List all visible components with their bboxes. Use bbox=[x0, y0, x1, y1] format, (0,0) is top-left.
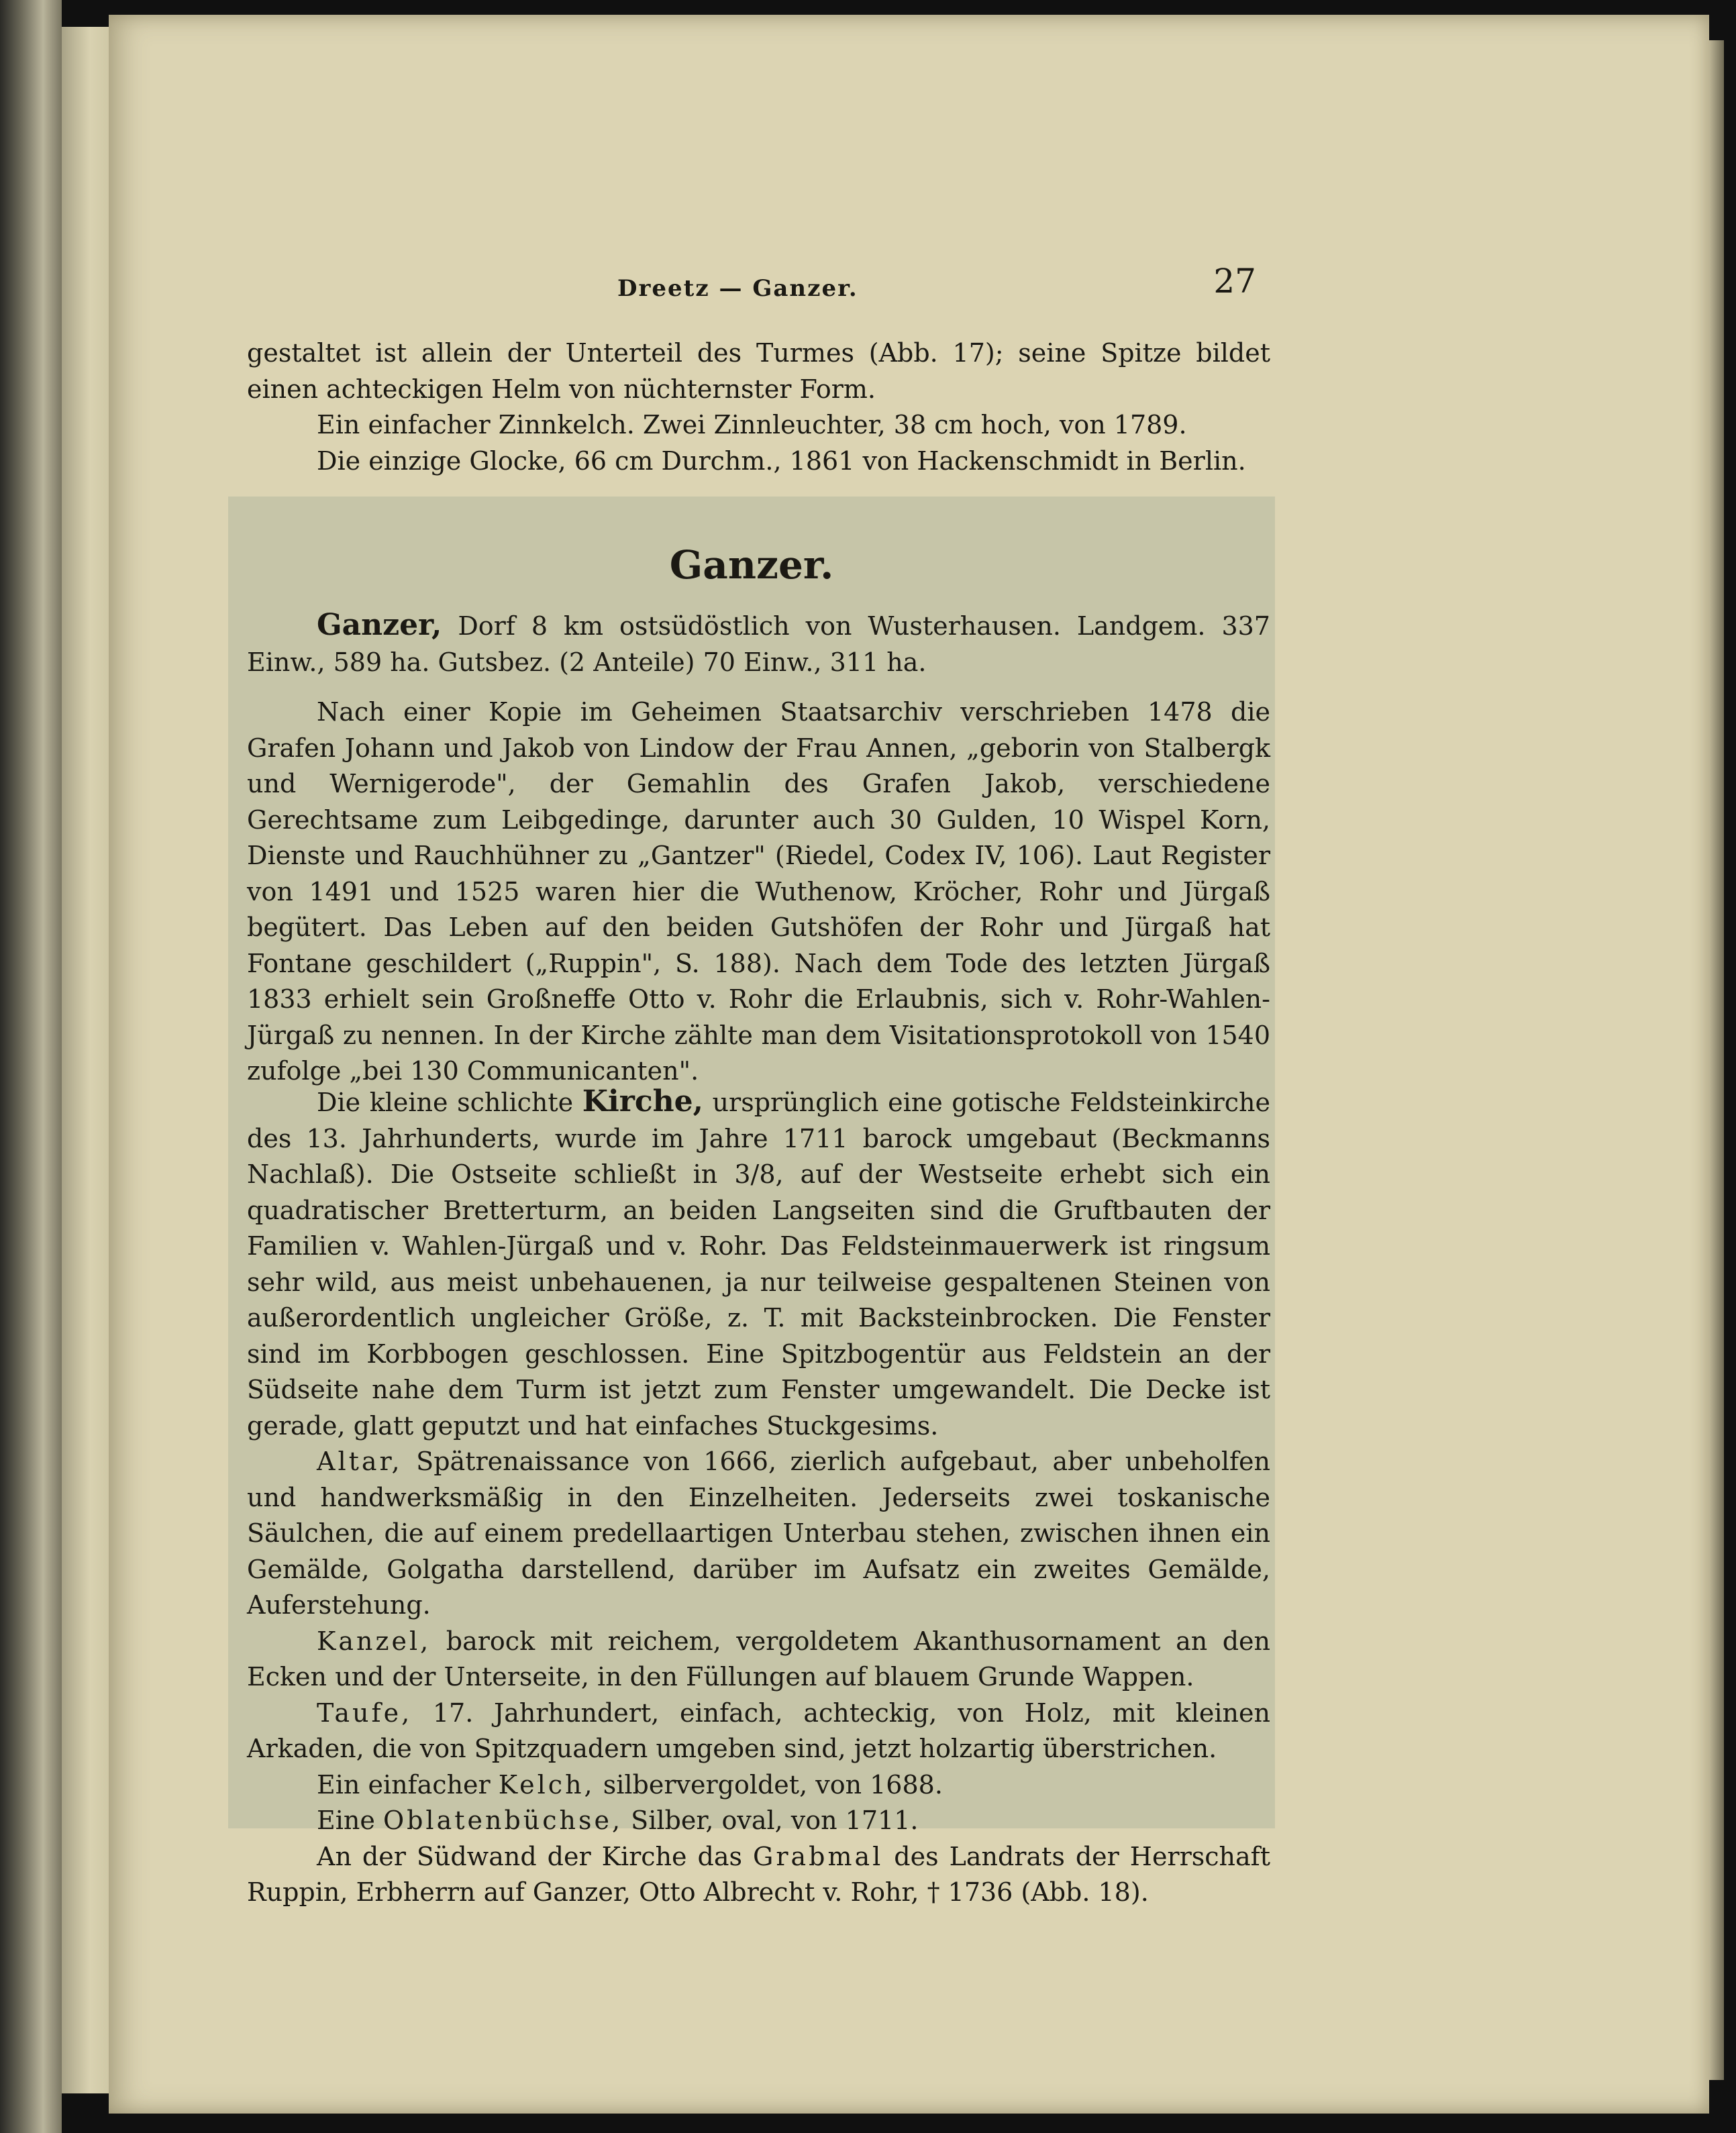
church-paragraph bbox=[247, 1084, 1270, 1444]
church-description bbox=[247, 1084, 1270, 1911]
village-paragraph bbox=[247, 607, 1270, 680]
intro-paragraph-1: gestaltet ist allein der Unterteil des Turmes (Abb. 17); seine Spitze bildet einen achteckigen Helm von nüchternster Form. bbox=[247, 338, 1270, 404]
grabmal-paragraph bbox=[247, 1839, 1270, 1911]
oblaten-intro: Eine bbox=[317, 1806, 383, 1835]
left-page-edge bbox=[62, 27, 109, 2093]
grabmal-intro: An der Südwand der Kirche das bbox=[317, 1841, 753, 1871]
kanzel-text: barock mit reichem, vergoldetem Akanthusornament an den Ecken und der Unterseite, in den Füllungen auf blauem Grunde Wappen. bbox=[247, 1626, 1270, 1692]
oblaten-keyword: Oblatenbüchse, bbox=[382, 1806, 623, 1835]
running-head: Dreetz — Ganzer. bbox=[617, 275, 858, 302]
kelch-paragraph bbox=[247, 1767, 1270, 1804]
church-text: ursprünglich eine gotische Feldsteinkirche des 13. Jahrhunderts, wurde im Jahre 1711 barock umgebaut (Beckmanns Nachlaß). Die Ostseite schließt in 3/8, auf der Westseite erhebt sich ein quadratischer Bretterturm, an beiden Langseiten sind die Gruftbauten der Familien v. Wahlen-Jürgaß und v. Rohr. Das Feldsteinmauerwerk ist ringsum sehr wild, aus meist unbehauenen, ja nur teilweise gespaltenen Steinen von außerordentlich ungleicher Größe, z. T. mit Backsteinbrocken. Die Fenster sind im Korbbogen geschlossen. Eine Spitzbogentür aus Feldstein an der Südseite nahe dem Turm ist jetzt zum Fenster umgewandelt. Die Decke ist gerade, glatt geputzt und hat einfaches Stuckgesims. bbox=[247, 1088, 1270, 1441]
taufe-keyword: Taufe, bbox=[317, 1698, 413, 1728]
altar-paragraph bbox=[247, 1444, 1270, 1624]
taufe-text: 17. Jahrhundert, einfach, achteckig, von Holz, mit kleinen Arkaden, die von Spitzquadern umgeben sind, jetzt holzartig überstrichen. bbox=[247, 1698, 1270, 1763]
intro-paragraph-2: Ein einfacher Zinnkelch. Zwei Zinnleuchter, 38 cm hoch, von 1789. bbox=[317, 410, 1187, 439]
village-name: Ganzer, bbox=[317, 608, 442, 642]
kanzel-keyword: Kanzel, bbox=[317, 1626, 431, 1656]
right-page-edge bbox=[1709, 40, 1724, 2080]
church-intro: Die kleine schlichte bbox=[317, 1088, 582, 1117]
history-paragraph: Nach einer Kopie im Geheimen Staatsarchiv verschrieben 1478 die Grafen Johann und Jakob von Lindow der Frau Annen, „geborin von Stalbergk und Wernigerode", der Gemahlin des Grafen Jakob, verschiedene Gerechtsame zum Leibgedinge, darunter auch 30 Gulden, 10 Wispel Korn, Dienste und Rauchhühner zu „Gantzer" (Riedel, Codex IV, 106). Laut Register von 1491 und 1525 waren hier die Wuthenow, Kröcher, Rohr und Jürgaß begütert. Das Leben auf den beiden Gutshöfen der Rohr und Jürgaß hat Fontane geschildert („Ruppin", S. 188). Nach dem Tode des letzten Jürgaß 1833 erhielt sein Großneffe Otto v. Rohr die Erlaubnis, sich v. Rohr-Wahlen-Jürgaß zu nennen. In der Kirche zählte man dem Visitationsprotokoll von 1540 zufolge „bei 130 Communicanten". bbox=[247, 697, 1270, 1086]
oblaten-text: Silber, oval, von 1711. bbox=[623, 1806, 919, 1835]
church-keyword: Kirche, bbox=[582, 1084, 703, 1118]
kelch-intro: Ein einfacher bbox=[317, 1769, 499, 1800]
grabmal-keyword: Grabmal bbox=[752, 1841, 884, 1871]
altar-keyword: Altar, bbox=[317, 1447, 403, 1476]
history-block bbox=[247, 694, 1270, 1090]
section-title: Ganzer. bbox=[669, 542, 834, 588]
grabmal-text: des Landrats der Herrschaft Ruppin, Erbherrn auf Ganzer, Otto Albrecht v. Rohr, † 1736 (Abb. 18). bbox=[247, 1841, 1271, 1907]
page-number: 27 bbox=[1213, 262, 1256, 301]
book-spine bbox=[0, 0, 62, 2133]
oblaten-paragraph bbox=[247, 1803, 1270, 1839]
kelch-text: silbervergoldet, von 1688. bbox=[595, 1769, 943, 1800]
intro-paragraph-3: Die einzige Glocke, 66 cm Durchm., 1861 von Hackenschmidt in Berlin. bbox=[317, 446, 1246, 476]
village-description bbox=[247, 607, 1270, 680]
kelch-keyword: Kelch, bbox=[498, 1769, 595, 1800]
altar-text: Spätrenaissance von 1666, zierlich aufgebaut, aber unbeholfen und handwerksmäßig in den Einzelheiten. Jederseits zwei toskanische Säulchen, die auf einem predellaartigen Unterbau stehen, zwischen ihnen ein Gemälde, Golgatha darstellend, darüber im Aufsatz ein zweites Gemälde, Auferstehung. bbox=[247, 1447, 1270, 1620]
taufe-paragraph bbox=[247, 1696, 1270, 1767]
village-details: Dorf 8 km ostsüdöstlich von Wusterhausen. Landgem. 337 Einw., 589 ha. Gutsbez. (2 Anteile) 70 Einw., 311 ha. bbox=[247, 611, 1270, 677]
kanzel-paragraph bbox=[247, 1624, 1270, 1696]
intro-text bbox=[247, 335, 1270, 479]
page-header bbox=[228, 262, 1268, 315]
